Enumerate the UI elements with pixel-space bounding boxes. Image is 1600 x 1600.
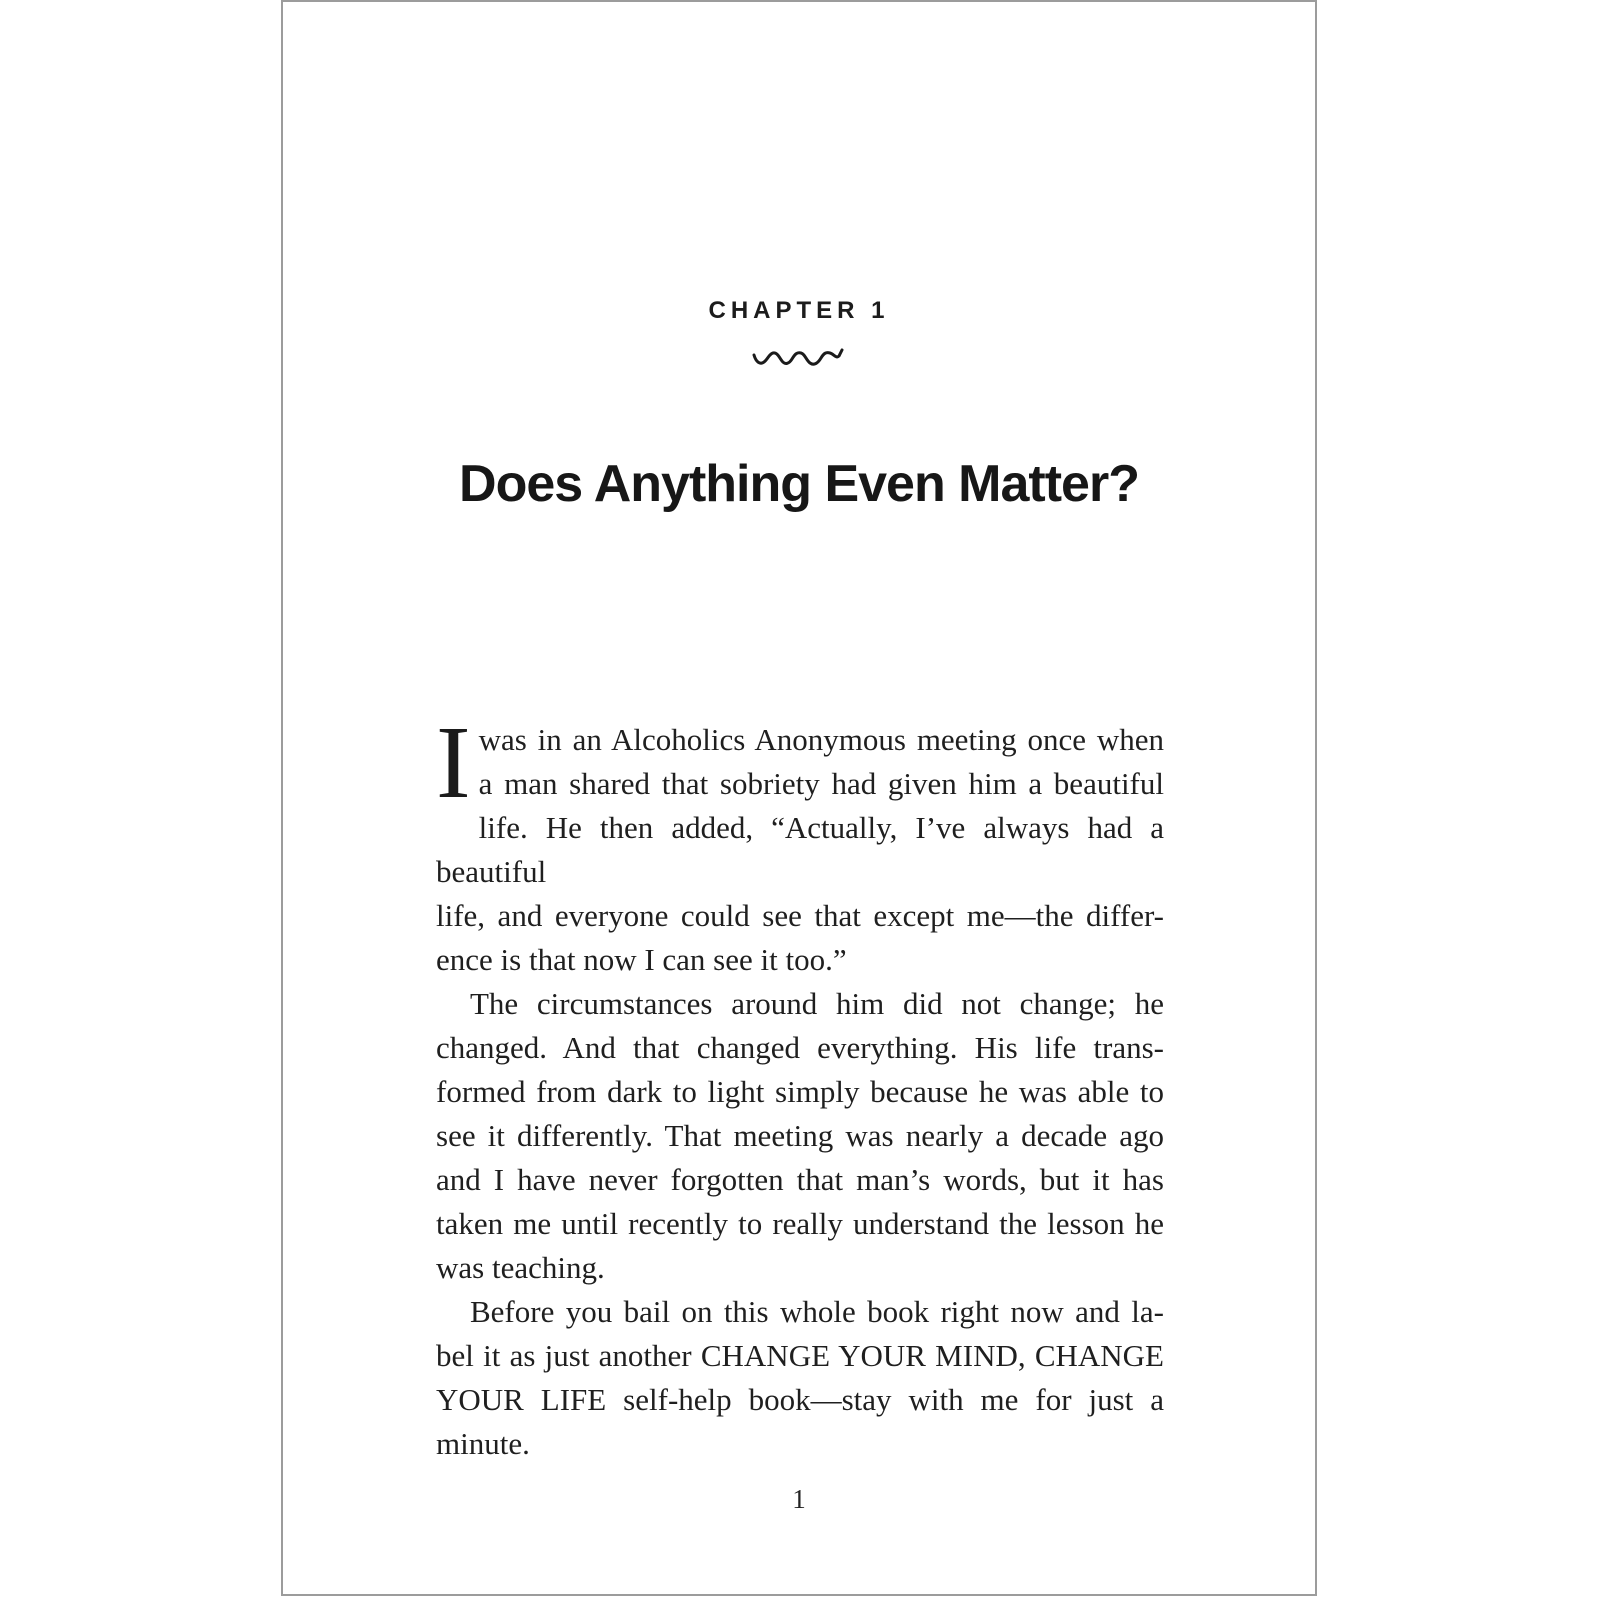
text-line: changed. And that changed everything. His life trans- — [436, 1030, 1164, 1065]
text-line: formed from dark to light simply because he was able to — [436, 1074, 1164, 1109]
text-line: was teaching. — [436, 1250, 605, 1285]
chapter-title: Does Anything Even Matter? — [459, 455, 1139, 513]
wavy-squiggle-icon — [751, 346, 847, 372]
body-text — [436, 705, 1164, 1466]
text-line: ence is that now I can see it too.” — [436, 942, 847, 977]
text-line: was in an Alcoholics Anonymous meeting once when — [478, 722, 1164, 757]
paragraph — [436, 705, 1164, 982]
text-line: taken me until recently to really understand the lesson he — [436, 1206, 1164, 1241]
page-number: 1 — [792, 1484, 806, 1514]
text-line: YOUR LIFE self-help book—stay with me for just a — [436, 1382, 1164, 1417]
drop-cap: I — [436, 705, 471, 820]
paragraph — [436, 1290, 1164, 1466]
text-line: see it differently. That meeting was nearly a decade ago — [436, 1118, 1164, 1153]
chapter-label: CHAPTER 1 — [708, 297, 890, 324]
text-line: bel it as just another CHANGE YOUR MIND, CHANGE — [436, 1338, 1164, 1373]
text-line: minute. — [436, 1426, 530, 1461]
paragraph — [436, 982, 1164, 1290]
text-line: and I have never forgotten that man’s words, but it has — [436, 1162, 1164, 1197]
text-line: life. He then added, “Actually, I’ve always had a beautiful — [436, 810, 1164, 889]
text-line: life, and everyone could see that except me—the differ- — [436, 898, 1164, 933]
text-line: Before you bail on this whole book right now and la- — [470, 1294, 1164, 1329]
text-line: The circumstances around him did not change; he — [470, 986, 1164, 1021]
ornament-container — [283, 346, 1315, 377]
text-line: a man shared that sobriety had given him a beautiful — [478, 766, 1164, 801]
book-page — [281, 0, 1317, 1596]
